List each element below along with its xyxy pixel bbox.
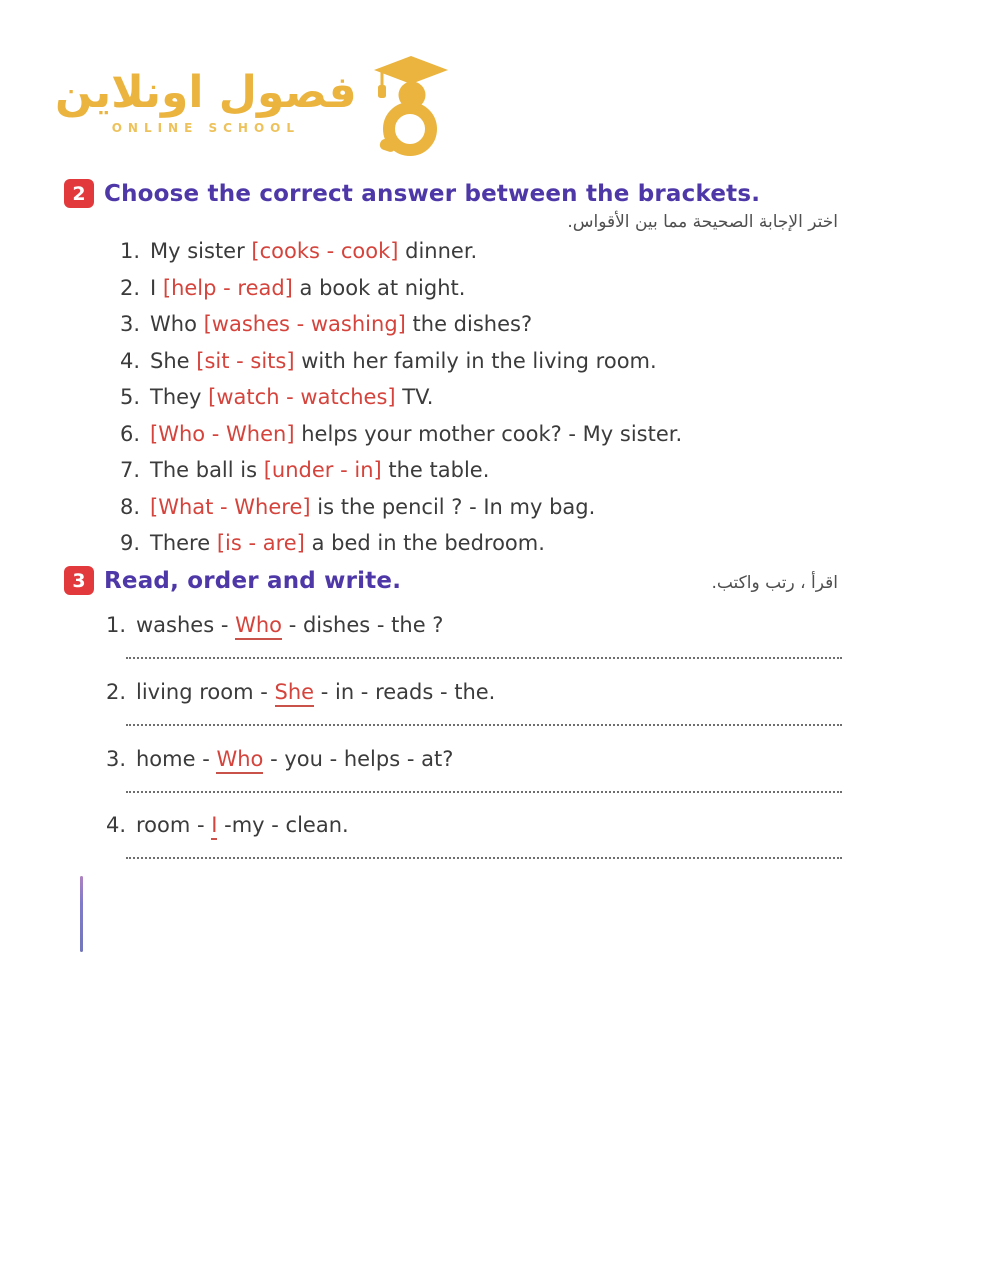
item-number: 4. [120,348,141,373]
key-word: I [211,813,217,840]
exercise3-title: Read, order and write. [104,567,402,594]
scrambled-sentence [106,613,846,640]
sentence-start: There [150,531,217,556]
sentence-start: The ball is [150,458,264,483]
words-before: home - [136,747,217,771]
bracket-options: [cooks - cook] [251,239,399,264]
sentence-end: the dishes? [405,312,533,337]
words-before: washes - [136,613,236,637]
words-after: - dishes - the ? [282,613,444,637]
bracket-options: [under - in] [263,458,382,483]
exercise2-number-badge: 2 [64,179,94,208]
ex2-item-8 [120,489,900,526]
sentence-end: the table. [381,458,490,483]
scrambled-sentence [106,813,846,840]
exercise2-header [64,179,760,208]
exercise3-arabic-caption: اقرأ ، رتب واكتب. [711,573,838,593]
answer-line [126,724,842,726]
item-number: 4. [106,813,127,837]
ex3-item-1 [106,613,846,659]
ex2-item-7 [120,452,900,489]
ex2-item-5 [120,379,900,416]
ex2-item-1 [120,233,900,270]
ex3-item-4 [106,813,846,859]
ex3-item-2 [106,680,846,726]
sentence-end: TV. [395,385,434,410]
item-number: 9. [120,531,141,556]
item-number: 7. [120,458,141,483]
bracket-options: [help - read] [162,275,293,300]
stray-pen-mark [80,876,83,952]
sentence-end: dinner. [398,239,478,264]
words-after: - in - reads - the. [314,680,496,704]
words-after: - you - helps - at? [263,747,454,771]
bracket-options: [is - are] [216,531,305,556]
item-number: 2. [120,275,141,300]
key-word: Who [235,613,282,640]
bracket-options: [Who - When] [150,421,295,446]
sentence-end: a book at night. [292,275,466,300]
sentence-start: My sister [150,239,252,264]
words-after: -my - clean. [217,813,349,837]
answer-line [126,857,842,859]
ex2-item-6 [120,416,900,453]
key-word: Who [216,747,263,774]
graduation-cap-student-icon [371,55,449,159]
ex2-item-4 [120,343,900,380]
bracket-options: [What - Where] [150,494,311,519]
exercise2-title: Choose the correct answer between the brackets. [104,180,761,207]
sentence-start: They [150,385,209,410]
sentence-end: with her family in the living room. [294,348,657,373]
item-number: 5. [120,385,141,410]
sentence-end: is the pencil ? - In my bag. [310,494,596,519]
logo-text [55,69,357,135]
bracket-options: [sit - sits] [196,348,295,373]
item-number: 6. [120,421,141,446]
answer-line [126,791,842,793]
words-before: living room - [136,680,275,704]
sentence-start: I [150,275,163,300]
item-number: 8. [120,494,141,519]
bracket-options: [watch - watches] [208,385,396,410]
words-before: room - [136,813,212,837]
exercise3-number-badge: 3 [64,566,94,595]
school-logo [55,55,449,159]
ex2-item-3 [120,306,900,343]
exercise2-list [120,233,900,562]
sentence-start: Who [150,312,204,337]
item-number: 3. [106,747,127,771]
item-number: 3. [120,312,141,337]
exercise3-header [64,566,401,595]
logo-arabic-name: فصول اونلاين [55,67,357,118]
logo-english-name: ONLINE SCHOOL [111,121,301,136]
sentence-start: She [150,348,197,373]
sentence-end: helps your mother cook? - My sister. [294,421,683,446]
sentence-end: a bed in the bedroom. [304,531,545,556]
ex2-item-2 [120,270,900,307]
key-word: She [275,680,315,707]
bracket-options: [washes - washing] [203,312,406,337]
ex3-item-3 [106,747,846,793]
ex2-item-9 [120,525,900,562]
scrambled-sentence [106,680,846,707]
item-number: 1. [106,613,127,637]
item-number: 2. [106,680,127,704]
scrambled-sentence [106,747,846,774]
exercise2-arabic-caption: اختر الإجابة الصحيحة مما بين الأقواس. [567,212,838,232]
item-number: 1. [120,239,141,264]
answer-line [126,657,842,659]
